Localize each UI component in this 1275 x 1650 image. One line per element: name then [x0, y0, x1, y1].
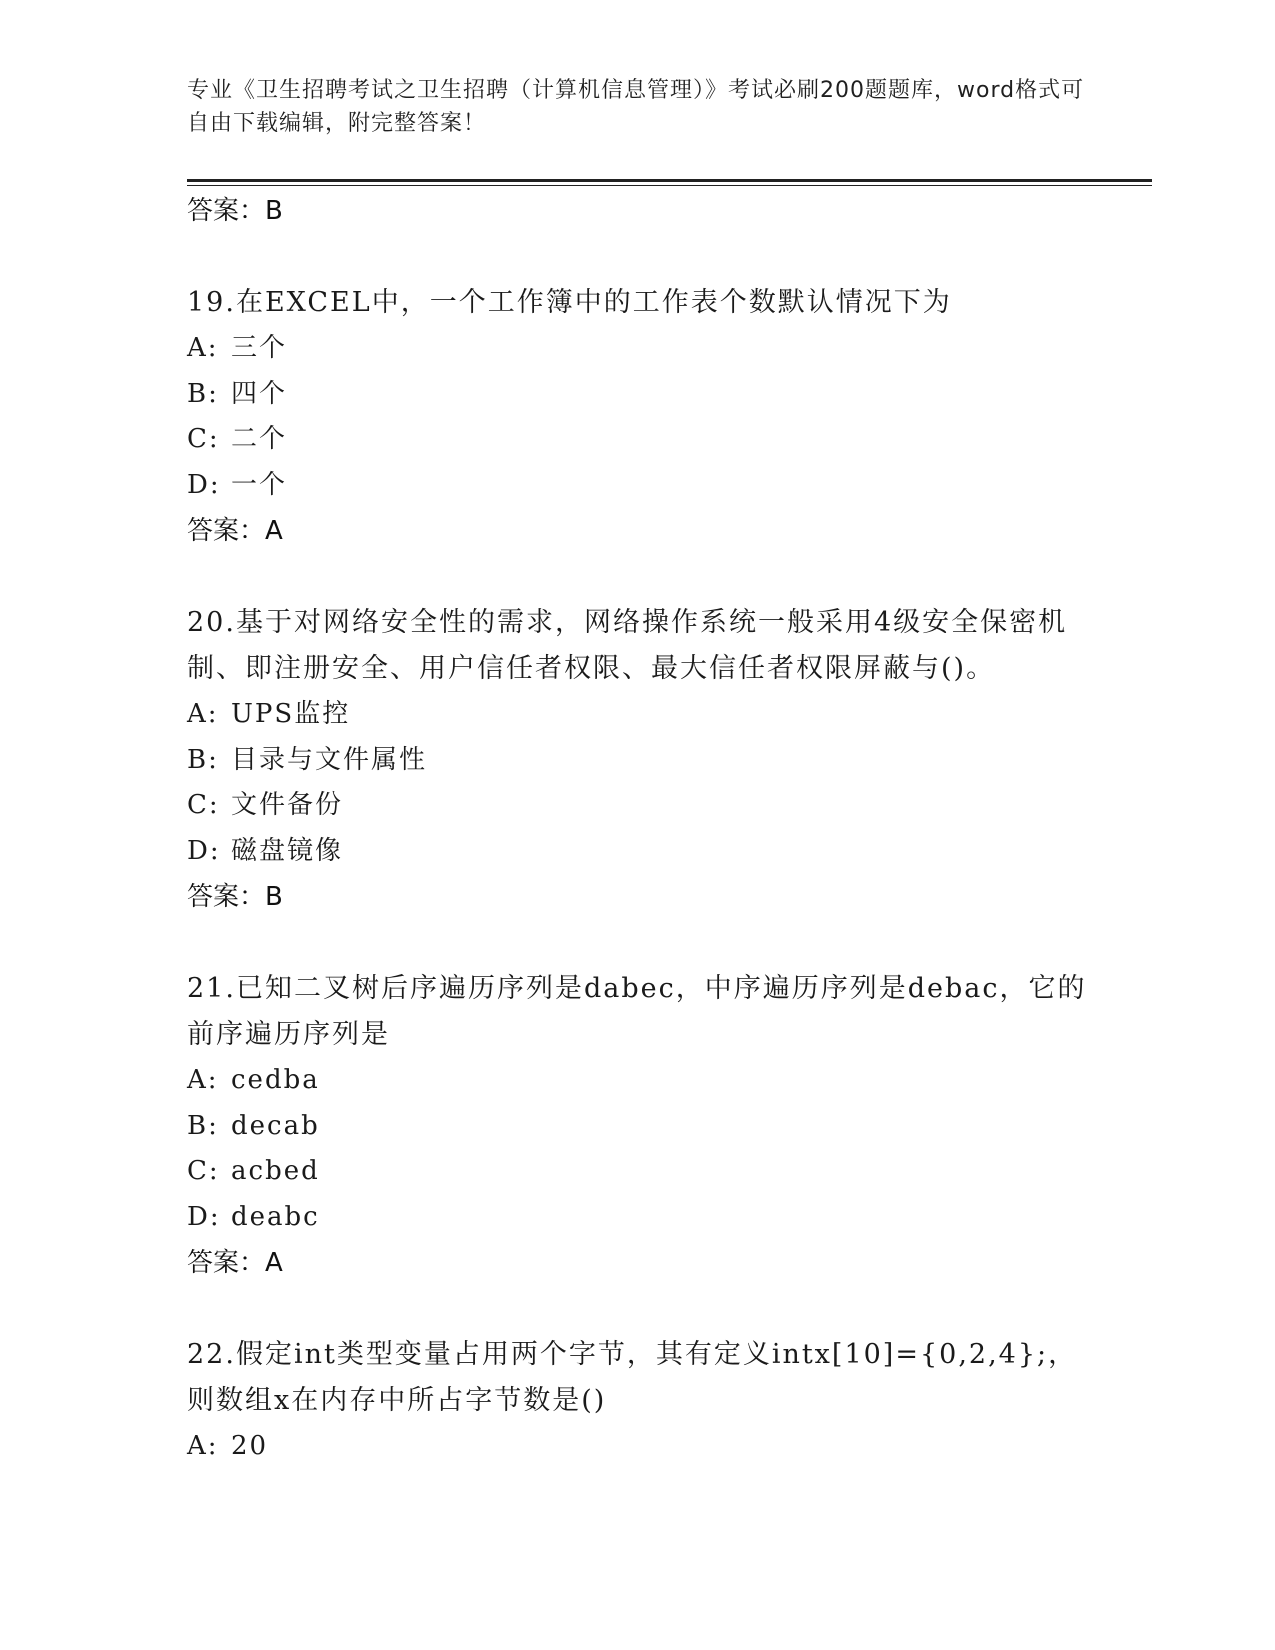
- header-divider-thin: [187, 185, 1152, 186]
- answer: 答案：A: [187, 516, 283, 546]
- question-19: [187, 280, 1087, 554]
- option-letter: A:: [187, 699, 219, 729]
- option-letter: B:: [187, 378, 219, 409]
- option-text: 二个: [231, 424, 288, 454]
- option-text: 三个: [231, 333, 288, 363]
- option-text: 目录与文件属性: [231, 744, 428, 775]
- answer: 答案：A: [187, 1248, 283, 1278]
- option-text: deabc: [231, 1201, 320, 1232]
- previous-answer: 答案：B: [187, 196, 283, 226]
- question-text: 19.在EXCEL中，一个工作簿中的工作表个数默认情况下为: [187, 287, 952, 318]
- option-text: acbed: [231, 1156, 320, 1186]
- question-22: [187, 1332, 1087, 1470]
- option-letter: A:: [187, 1065, 219, 1095]
- page-header: 专业《卫生招聘考试之卫生招聘（计算机信息管理）》考试必刷200题题库，word格式可自由下载编辑，附完整答案！: [187, 78, 1085, 136]
- option-letter: C:: [187, 1156, 220, 1186]
- option-text: cedba: [231, 1065, 320, 1095]
- option-c: [187, 1149, 1087, 1195]
- question-20: [187, 600, 1087, 920]
- option-d: [187, 829, 1087, 875]
- option-letter: D:: [187, 469, 221, 500]
- option-letter: D:: [187, 1201, 221, 1232]
- option-a: [187, 692, 1087, 738]
- option-text: 20: [231, 1431, 269, 1461]
- option-text: 四个: [231, 378, 288, 409]
- answer: 答案：B: [187, 882, 283, 912]
- option-b: [187, 738, 1087, 784]
- option-c: [187, 417, 1087, 463]
- question-text: 21.已知二叉树后序遍历序列是dabec，中序遍历序列是debac，它的前序遍历序列是: [187, 973, 1087, 1050]
- option-b: [187, 372, 1087, 418]
- option-letter: B:: [187, 1110, 219, 1141]
- option-c: [187, 783, 1087, 829]
- option-a: [187, 1058, 1087, 1104]
- option-a: [187, 1424, 1087, 1470]
- option-b: [187, 1104, 1087, 1150]
- option-letter: C:: [187, 424, 220, 454]
- question-21: [187, 966, 1087, 1286]
- question-list: [187, 188, 1087, 1470]
- question-text: 20.基于对网络安全性的需求，网络操作系统一般采用4级安全保密机制、即注册安全、用户信任者权限、最大信任者权限屏蔽与()。: [187, 607, 1068, 684]
- option-letter: B:: [187, 744, 219, 775]
- option-d: [187, 1195, 1087, 1241]
- option-d: [187, 463, 1087, 509]
- option-text: 文件备份: [231, 790, 344, 820]
- option-text: 磁盘镜像: [231, 835, 344, 866]
- option-letter: A:: [187, 333, 219, 363]
- option-text: UPS监控: [231, 699, 351, 729]
- option-text: 一个: [231, 469, 288, 500]
- option-text: decab: [231, 1110, 320, 1141]
- option-letter: C:: [187, 790, 220, 820]
- question-text: 22.假定int类型变量占用两个字节，其有定义intx[10]={0,2,4};，则数组x在内存中所占字节数是(): [187, 1339, 1078, 1416]
- option-letter: D:: [187, 835, 221, 866]
- header-divider-thick: [187, 179, 1152, 182]
- option-a: [187, 326, 1087, 372]
- option-letter: A:: [187, 1431, 219, 1461]
